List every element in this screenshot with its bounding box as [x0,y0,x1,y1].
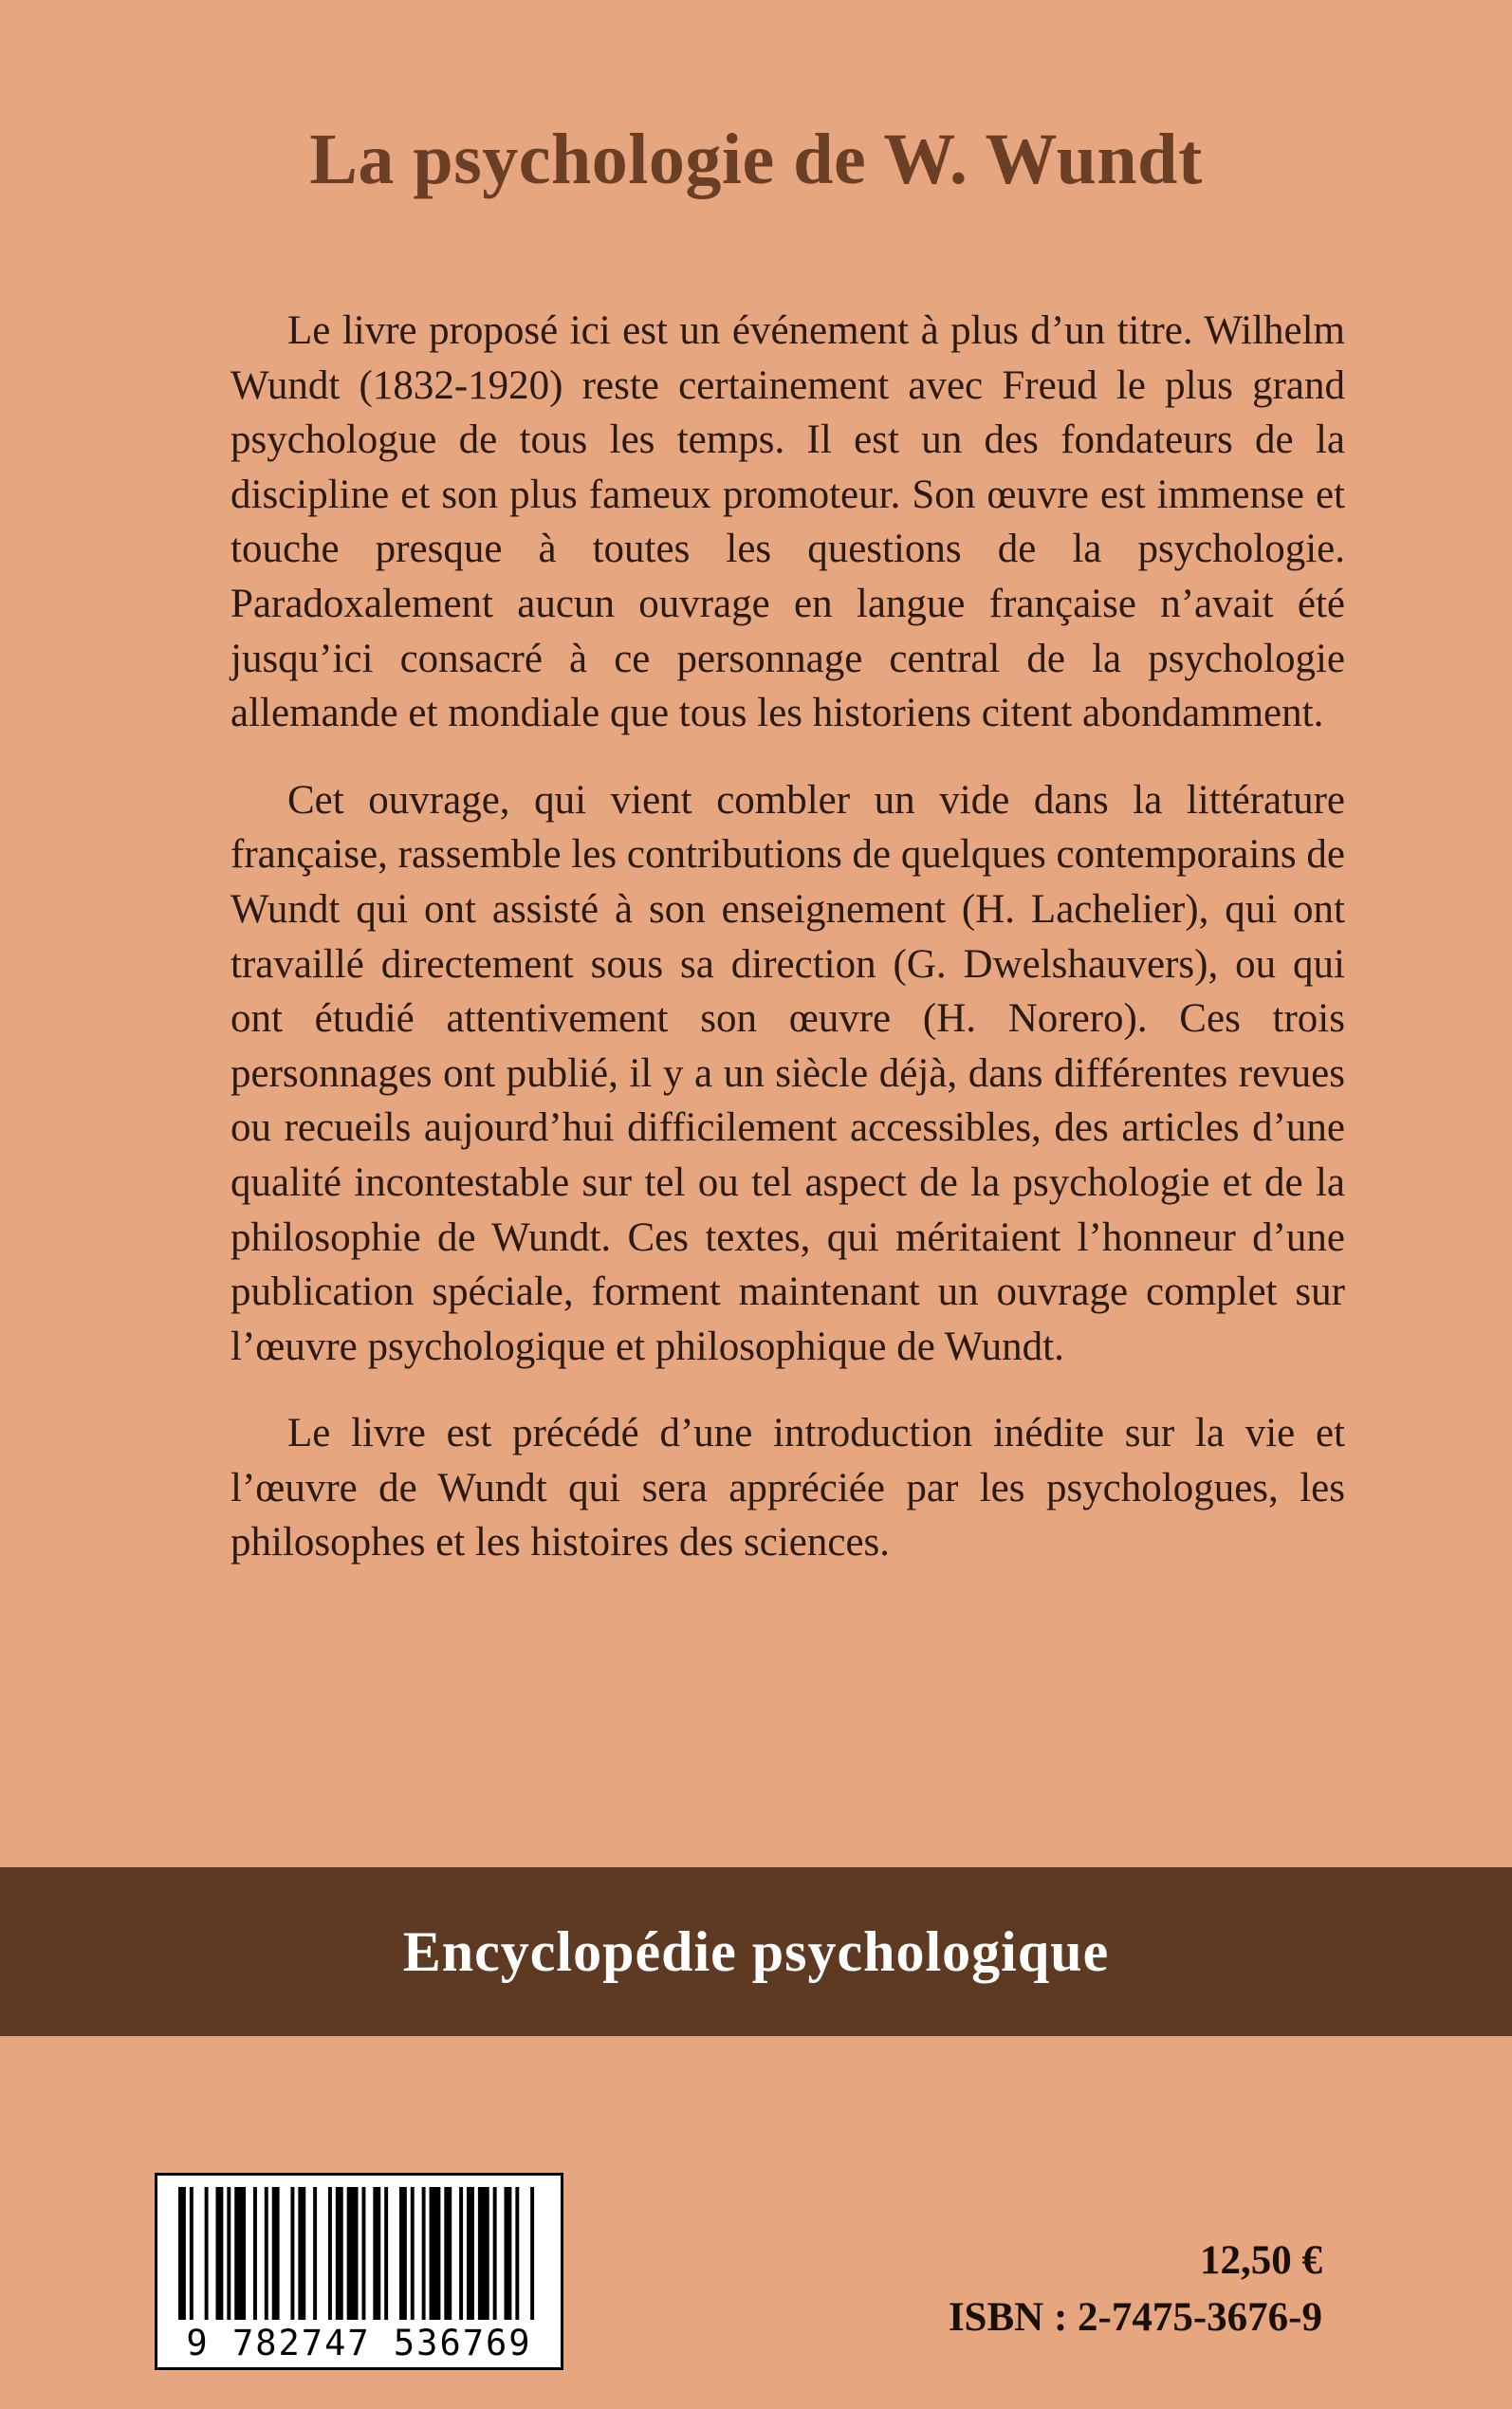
blurb-paragraph-2: Cet ouvrage, qui vient combler un vide dans la littérature française, rassemble les contributions de quelques contemporains de Wundt qui ont assisté à son enseignement (H. Lachelier), qui ont travaillé directement sous sa direction (G. Dwelshauvers), ou qui ont étudié attentivement son œuvre (H. Norero). Ces trois personnages ont publié, il y a un siècle déjà, dans différentes revues ou recueils aujourd’hui difficilement accessibles, des articles d’une qualité incontestable sur tel ou tel aspect de la psychologie et de la philosophie de Wundt. Ces textes, qui méritaient l’honneur d’une publication spéciale, forment maintenant un ouvrage complet sur l’œuvre psychologique et philosophique de Wundt. [230,777,1345,1369]
barcode [155,2173,563,2370]
barcode-bar [411,2187,415,2320]
barcode-bar [178,2187,186,2320]
barcode-bar [361,2187,365,2320]
barcode-number: 9 782747 536769 [186,2323,532,2363]
barcode-bar [190,2187,194,2320]
barcode-bar [493,2187,497,2320]
barcode-bars-icon [178,2187,542,2320]
barcode-bar [384,2187,388,2320]
blurb-paragraph-3: Le livre est précédé d’une introduction inédite sur la vie et l’œuvre de Wundt qui sera appréciée par les psychologues, les philosophes et les histoires des sciences. [230,1411,1345,1566]
barcode-bar [430,2187,441,2320]
barcode-bar [272,2187,280,2320]
price: 12,50 € [1200,2238,1322,2283]
barcode-bar [530,2187,534,2320]
barcode-bar [347,2187,359,2320]
barcode-bar [215,2187,223,2320]
barcode-bar [265,2187,268,2320]
isbn: ISBN : 2-7475-3676-9 [948,2295,1322,2340]
series-name: Encyclopédie psychologique [402,1919,1110,1983]
barcode-bar [373,2187,380,2320]
barcode-bar [234,2187,246,2320]
barcode-bar [205,2187,209,2320]
barcode-bar [478,2187,489,2320]
barcode-bar [298,2187,305,2320]
barcode-bar [313,2187,317,2320]
barcode-bar [459,2187,463,2320]
barcode-bar [422,2187,426,2320]
barcode-bar [515,2187,519,2320]
barcode-bar [253,2187,257,2320]
barcode-bar [505,2187,512,2320]
series-band [0,1867,1512,2036]
barcode-bar [328,2187,332,2320]
blurb [230,304,1345,1603]
barcode-bar [467,2187,474,2320]
barcode-bar [336,2187,343,2320]
barcode-bar [444,2187,452,2320]
barcode-bar [290,2187,294,2320]
blurb-paragraph-1: Le livre proposé ici est un événement à plus d’un titre. Wilhelm Wundt (1832-1920) reste certainement avec Freud le plus grand psychologue de tous les temps. Il est un des fondateurs de la discipline et son plus fameux promoteur. Son œuvre est immense et touche presque à toutes les questions de la psychologie. Paradoxalement aucun ouvrage en langue française n’avait été jusqu’ici consacré à ce personnage central de la psychologie allemande et mondiale que tous les historiens citent abondamment. [230,308,1345,736]
barcode-bar [227,2187,230,2320]
book-title: La psychologie de W. Wundt [309,120,1203,199]
barcode-bar [399,2187,407,2320]
